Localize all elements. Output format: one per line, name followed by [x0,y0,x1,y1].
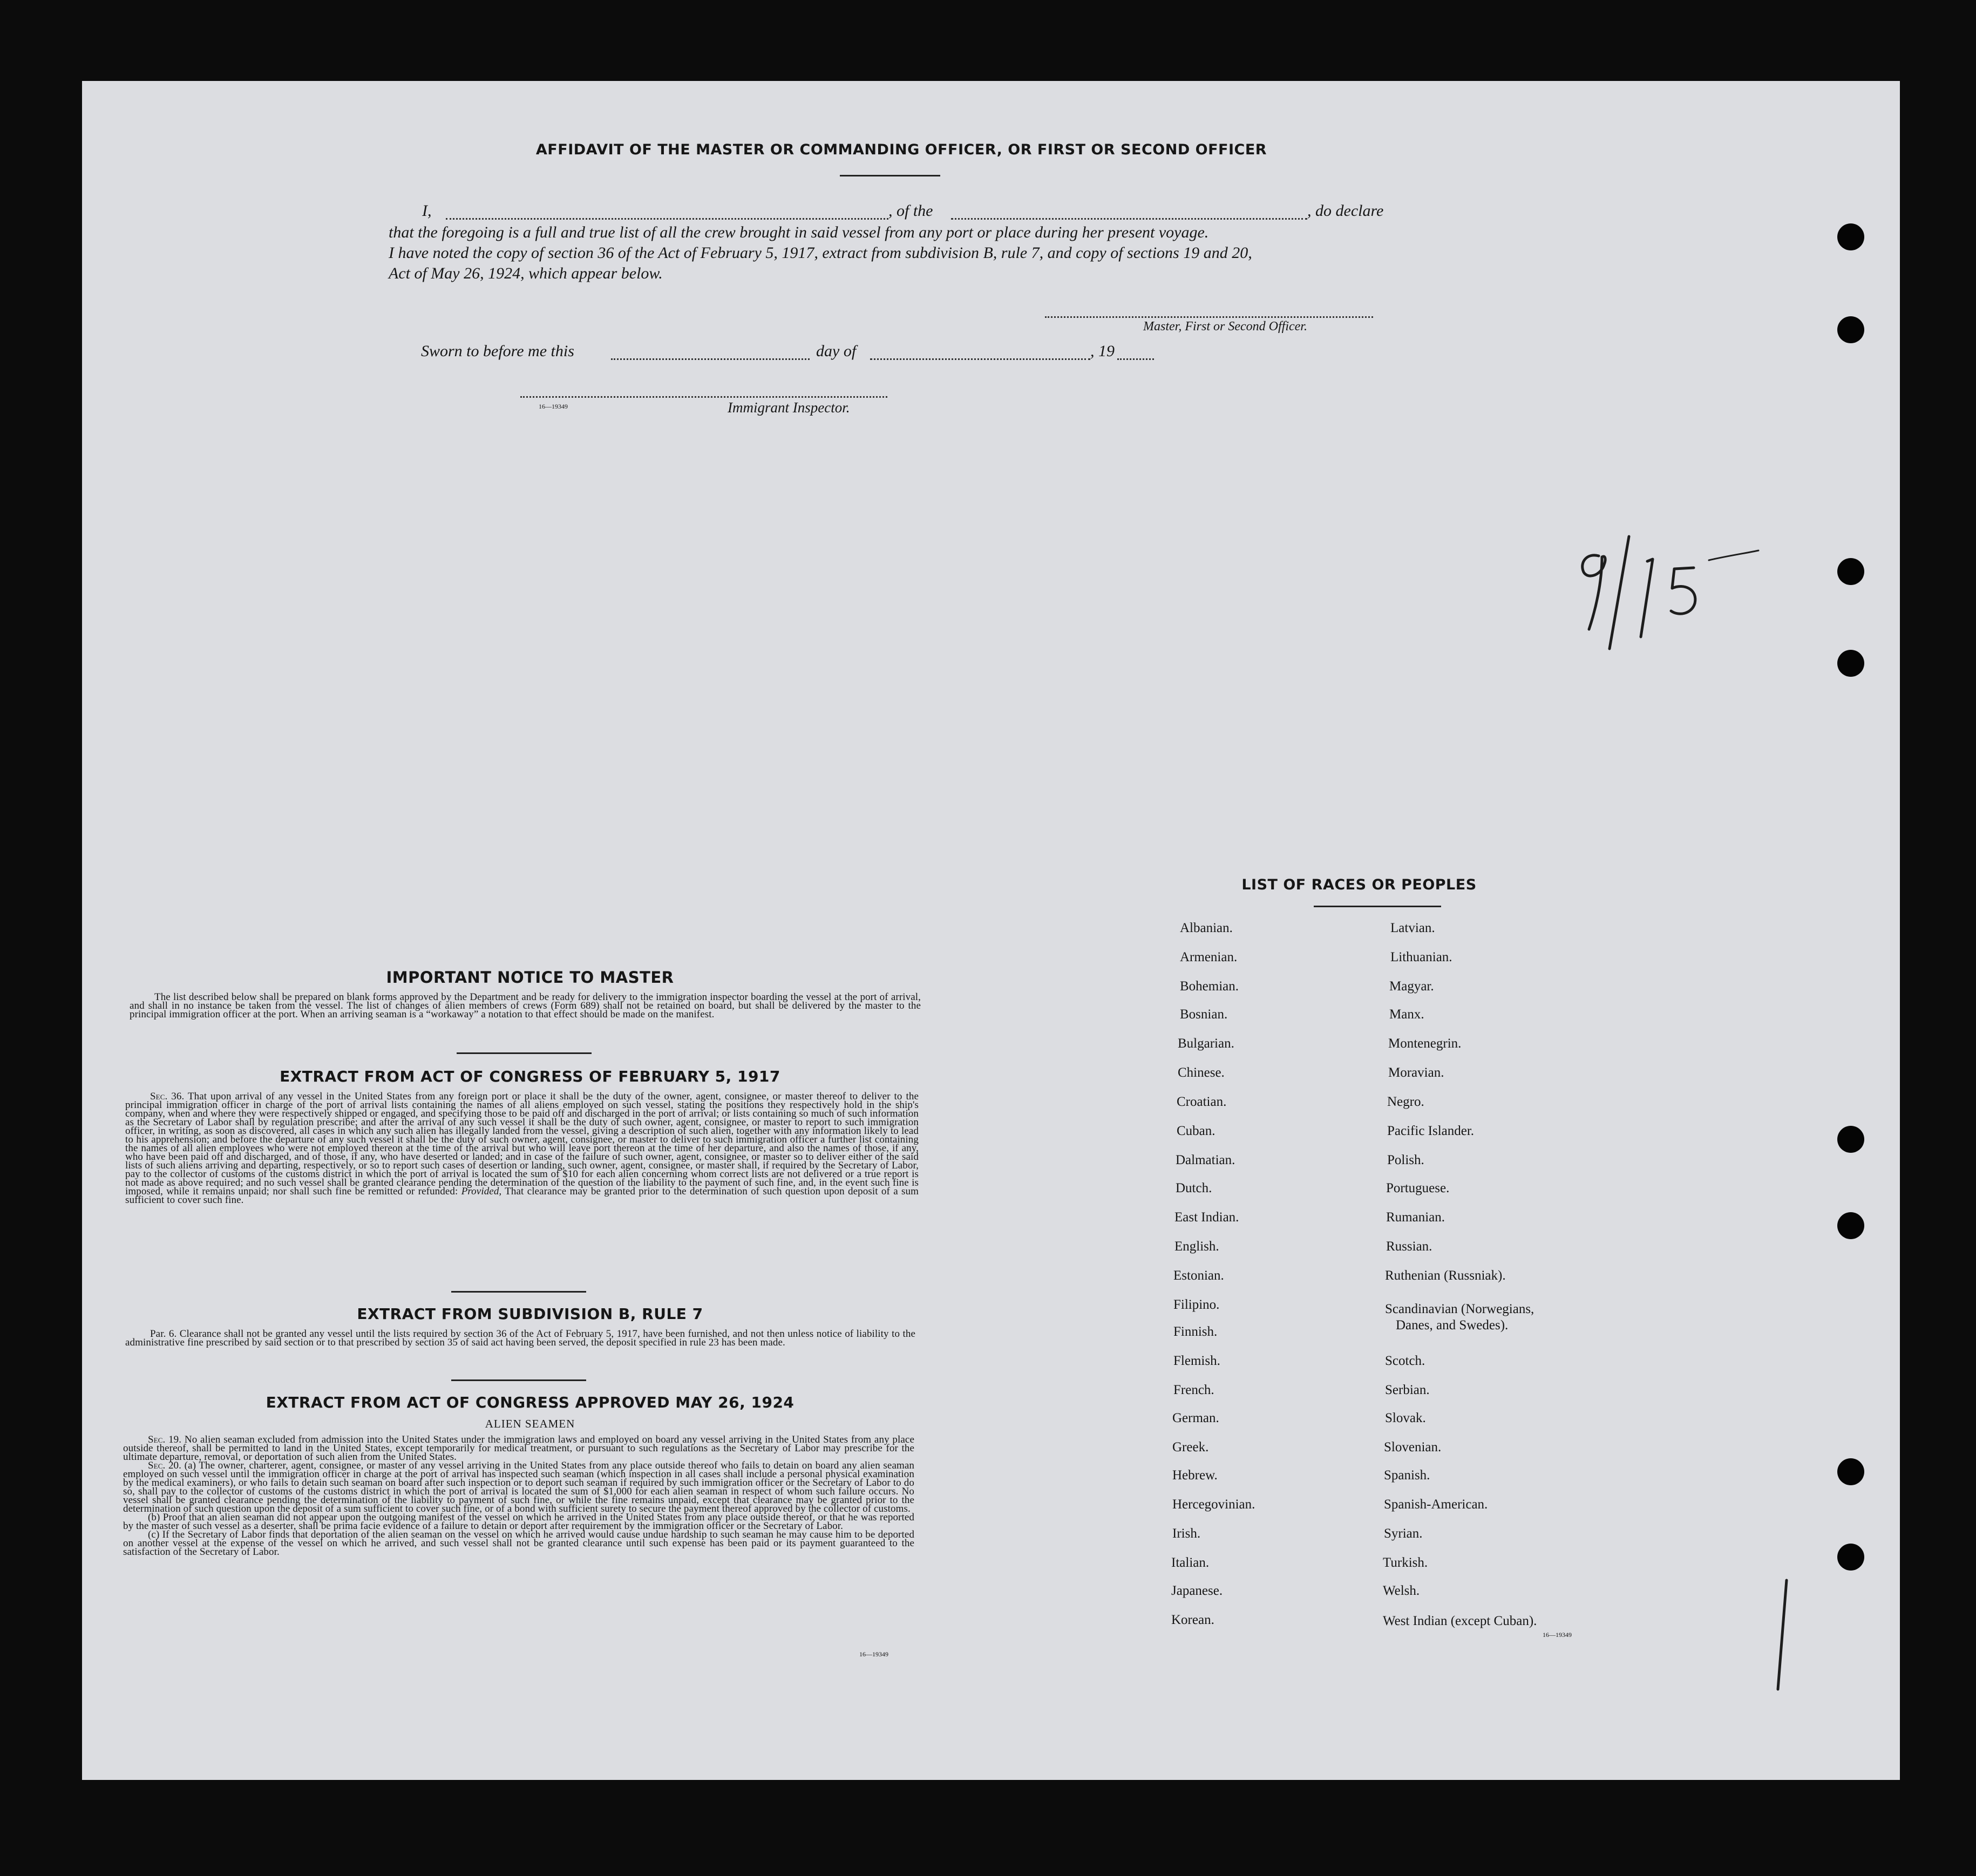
binder-hole [1837,558,1864,585]
race-item: Croatian. [1177,1095,1227,1109]
race-item: Rumanian. [1386,1210,1445,1225]
binder-hole [1837,316,1864,343]
extract-1924-text: Sec. 19. No alien seaman excluded from admission into the United States under the immigration laws and employed on board any vessel arriving in the United States from any place outside thereof, shall be permitted to land in the United States, except temporarily for medical treatment, or pursuant to such regulations as the Secretary of Labor may prescribe for the ultimate departure, removal, or deportation of such alien from the United States. Sec. 20. (a) The owner, charterer, agent, consignee, or master of any vessel arriving in the United States from any place outside thereof who fails to detain on board any alien seaman employed on such vessel until the immigration officer in charge at the port of arrival has inspected such seaman (which inspection in all cases shall include a personal physical examination by the medical examiners), or who fails to detain such seaman on board after such inspection or to deport such seaman if required by such immigration officer or the Secretary of Labor to do so, shall pay to the collector of customs of the customs district in which the port of arrival is located the sum of $1,000 for each alien seaman in respect of whom such failure occurs. No vessel shall be granted clearance pending the determination of the liability to payment of such fine, or while the fine remains unpaid, except that clearance may be granted prior to the determination of such question upon the deposit of a sum sufficient to cover such fine, or of a bond with sufficient surety to secure the payment thereof approved by the collector of customs. (b) Proof that an alien seaman did not appear upon the outgoing manifest of the vessel on which he arrived in the United States from any place outside thereof, or that he was reported by the master of such vessel as a deserter, shall be prima facie evidence of a failure to detain or deport after requirement by the immigration officer or the Secretary of Labor. (c) If the Secretary of Labor finds that deportation of the alien seaman on the vessel on which he arrived would cause undue hardship to such seaman he may cause him to be deported on another vessel at the expense of the vessel on which he arrived, and such vessel shall not be granted clearance until such expense has been paid or its payment guaranteed to the satisfaction of the Secretary of Labor. [123,1434,914,1558]
race-item: Slovenian. [1384,1440,1442,1454]
race-item: Spanish-American. [1384,1497,1488,1512]
sworn-day-blank[interactable] [611,358,810,360]
affidavit-of-the: , of the [888,202,933,220]
race-item: English. [1174,1239,1219,1254]
race-item: Ruthenian (Russniak). [1385,1268,1506,1283]
race-item: Dutch. [1176,1181,1212,1195]
name-blank[interactable] [446,218,888,220]
sworn-year-blank[interactable] [1117,358,1154,360]
race-item: Bosnian. [1180,1007,1228,1022]
race-item: Moravian. [1388,1065,1444,1080]
race-item: Lithuanian. [1390,950,1452,964]
race-item: Armenian. [1180,950,1238,964]
race-item: Flemish. [1173,1354,1220,1368]
race-item: Russian. [1386,1239,1432,1254]
binder-hole [1837,223,1864,250]
race-item: Japanese. [1171,1583,1223,1598]
affidavit-line-3: I have noted the copy of section 36 of the Act of February 5, 1917, extract from subdivision B, rule 7, and copy of sections 19 and 20, [389,244,1252,262]
race-item: Slovak. [1385,1411,1426,1425]
binder-hole [1837,1458,1864,1485]
affidavit-title: AFFIDAVIT OF THE MASTER OR COMMANDING OFFICER, OR FIRST OR SECOND OFFICER [535,141,1267,158]
race-item: Negro. [1387,1095,1424,1109]
race-item: Cuban. [1177,1124,1216,1138]
race-item: Finnish. [1173,1324,1218,1339]
race-item: Filipino. [1173,1297,1220,1312]
race-item: Hebrew. [1172,1468,1218,1483]
affidavit-line-2: that the foregoing is a full and true list of all the crew brought in said vessel from any port or place during her present voyage. [389,223,1209,241]
divider [840,175,940,176]
race-item: Scandinavian (Norwegians, [1385,1302,1534,1316]
race-item: Dalmatian. [1176,1153,1235,1167]
divider [457,1052,592,1054]
extract-rule7-text: Par. 6. Clearance shall not be granted any vessel until the lists required by section 36 of the Act of February 5, 1917, have been furnished, and not then unless notice of liability to the administrative fine prescribed by said section or to that prescribed by section 35 of said act having been served, the deposit specified in rule 23 has been made. [125,1328,915,1348]
signature-blank[interactable] [1045,316,1373,318]
affidavit-i-label: I, [422,202,432,220]
race-item: Magyar. [1389,979,1434,994]
extract-rule7-title: EXTRACT FROM SUBDIVISION B, RULE 7 [357,1305,703,1323]
race-item: French. [1173,1383,1214,1397]
notice-title: IMPORTANT NOTICE TO MASTER [386,968,674,987]
race-item: Hercegovinian. [1172,1497,1255,1512]
sworn-month-blank[interactable] [870,358,1090,360]
race-item: Montenegrin. [1388,1036,1462,1051]
race-item: Syrian. [1384,1526,1423,1541]
extract-1924-title: EXTRACT FROM ACT OF CONGRESS APPROVED MAY 26, 1924 [266,1394,795,1411]
form-number: 16—19349 [1543,1631,1572,1639]
races-title: LIST OF RACES OR PEOPLES [1241,876,1477,893]
affidavit-line-4: Act of May 26, 1924, which appear below. [389,264,663,282]
extract-1917-text: Sec. 36. That upon arrival of any vessel in the United States from any foreign port or place it shall be the duty of the owner, agent, consignee, or master thereof to deliver to the principal immigration officer in charge of the port of arrival lists containing the names of all aliens employed on such vessel, stating the positions they respectively hold in the ship's company, when and where they were respectively shipped or engaged, and specifying those to be paid off and discharged in the port of arrival; or lists containing so much of such information as the Secretary of Labor shall by regulation prescribe; and after the arrival of any such vessel it shall be the duty of such owner, agent, consignee, or master to report to such immigration officer, in writing, as soon as discovered, all cases in which any such alien has illegally landed from the vessel, giving a description of such alien, together with any information likely to lead to his apprehension; and before the departure of any such vessel it shall be the duty of such owner, agent, consignee, or master to deliver to such immigration officer a further list containing the names of all alien employees who were not employed thereon at the time of the arrival but who will leave port thereon at the time of her departure, and also the names of those, if any, who have been paid off and discharged, and of those, if any, who have deserted or landed; and in case of the failure of such owner, agent, consignee, or master so to deliver either of the said lists of such aliens arriving and departing, respectively, or so to report such cases of desertion or landing, such owner, agent, consignee, or master shall, if required by the Secretary of Labor, pay to the collector of customs of the customs district in which the port of arrival is located the sum of $10 for each alien concerning whom correct lists are not delivered or a true report is not made as above required; and no such vessel shall be granted clearance pending the determination of the question of the liability to the payment of such fine, and, in the event such fine is imposed, while it remains unpaid; nor shall such fine be remitted or refunded: Provided, That clearance may be granted prior to the determination of such question upon deposit of a sum sufficient to cover such fine. [125,1091,919,1206]
race-item: Polish. [1387,1153,1424,1167]
race-item: Italian. [1171,1555,1210,1570]
day-of-label: day of [816,342,857,360]
race-item: Spanish. [1384,1468,1430,1483]
race-item: Manx. [1389,1007,1424,1022]
race-item: Greek. [1172,1440,1209,1454]
binder-hole [1837,1126,1864,1153]
form-number: 16—19349 [539,403,568,410]
race-item: Irish. [1172,1526,1201,1541]
signature-label: Master, First or Second Officer. [1143,320,1307,334]
race-item: Korean. [1171,1613,1214,1627]
race-item: German. [1172,1411,1219,1425]
race-item: Albanian. [1180,921,1233,935]
sworn-label: Sworn to before me this [421,342,574,360]
race-item: Bohemian. [1180,979,1239,994]
vessel-blank[interactable] [951,218,1307,220]
notice-text: The list described below shall be prepared on blank forms approved by the Department and be ready for delivery to the immigration inspector boarding the vessel at the port of arrival, and shall in no instance be taken from the vessel. The list of changes of alien members of crews (Form 689) shall not be retained on board, but shall be delivered by the master to the principal immigration officer at the port. When an arriving seaman is a “workaway” a notation to that effect should be made on the manifest. [130,991,921,1020]
divider [451,1379,586,1381]
inspector-signature-blank[interactable] [520,396,887,398]
race-item: Scotch. [1385,1354,1425,1368]
inspector-label: Immigrant Inspector. [728,399,850,416]
handwritten-fraction [1565,529,1760,658]
divider [451,1291,586,1293]
binder-hole [1837,1212,1864,1239]
race-item: Latvian. [1390,921,1435,935]
race-item: Estonian. [1173,1268,1224,1283]
race-item: Danes, and Swedes). [1396,1318,1509,1333]
handwritten-mark [1765,1576,1797,1695]
affidavit-do-declare: , do declare [1307,202,1384,220]
race-item: Welsh. [1383,1583,1420,1598]
race-item: Serbian. [1385,1383,1430,1397]
year-prefix: , 19 [1090,342,1115,360]
alien-seamen-subtitle: ALIEN SEAMEN [485,1417,575,1430]
race-item: West Indian (except Cuban). [1383,1614,1537,1628]
binder-hole [1837,1544,1864,1571]
race-item: Bulgarian. [1178,1036,1234,1051]
race-item: East Indian. [1174,1210,1239,1225]
race-item: Turkish. [1383,1555,1428,1570]
binder-hole [1837,650,1864,677]
race-item: Chinese. [1178,1065,1225,1080]
divider [1314,906,1441,907]
extract-1917-title: EXTRACT FROM ACT OF CONGRESS OF FEBRUARY 5, 1917 [280,1068,780,1085]
race-item: Pacific Islander. [1387,1124,1475,1138]
race-item: Portuguese. [1386,1181,1450,1195]
form-number: 16—19349 [859,1650,888,1658]
